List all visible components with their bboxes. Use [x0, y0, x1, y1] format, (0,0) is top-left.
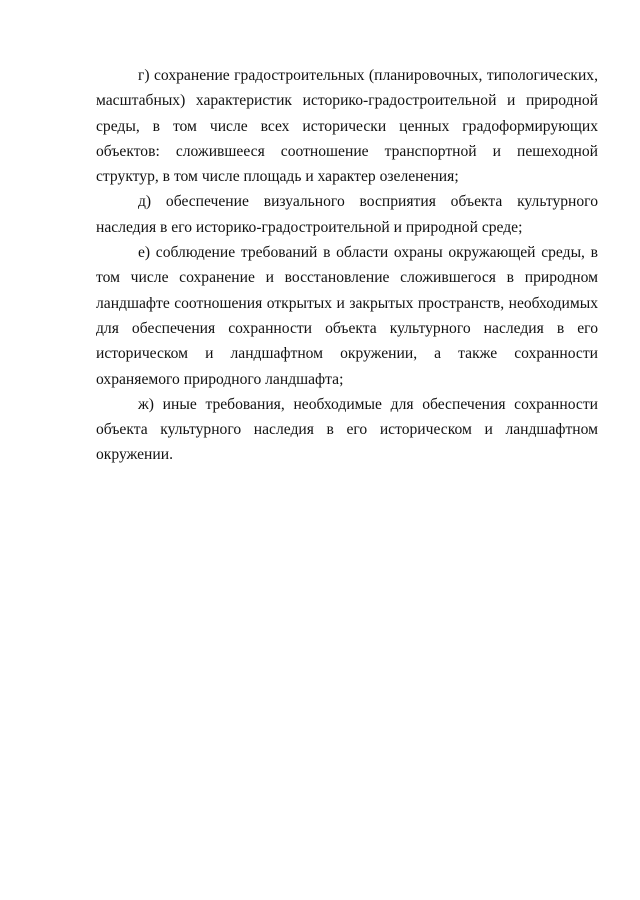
paragraph-d: д) обеспечение визуального восприятия объекта культурного наследия в его историко-градостроительной и природной среде;: [96, 193, 598, 236]
paragraph-zh: ж) иные требования, необходимые для обеспечения сохранности объекта культурного наследия в его историческом и ландшафтном окружении.: [96, 395, 598, 464]
paragraph-g: г) сохранение градостроительных (планировочных, типологических, масштабных) характеристик историко-градостроительной и природной среды, в том числе всех исторически ценных градоформирующих объектов: сложившееся соотношение транспортной и пешеходной структур, в том числе площадь и характер озеленения;: [96, 67, 598, 186]
document-body: [96, 63, 598, 468]
paragraph-e: е) соблюдение требований в области охраны окружающей среды, в том числе сохранение и восстановление сложившегося в природном ландшафте соотношения открытых и закрытых пространств, необходимых для обеспечения сохранности объекта культурного наследия в его историческом и ландшафтном окружении, а также сохранности охраняемого природного ландшафта;: [96, 244, 598, 388]
